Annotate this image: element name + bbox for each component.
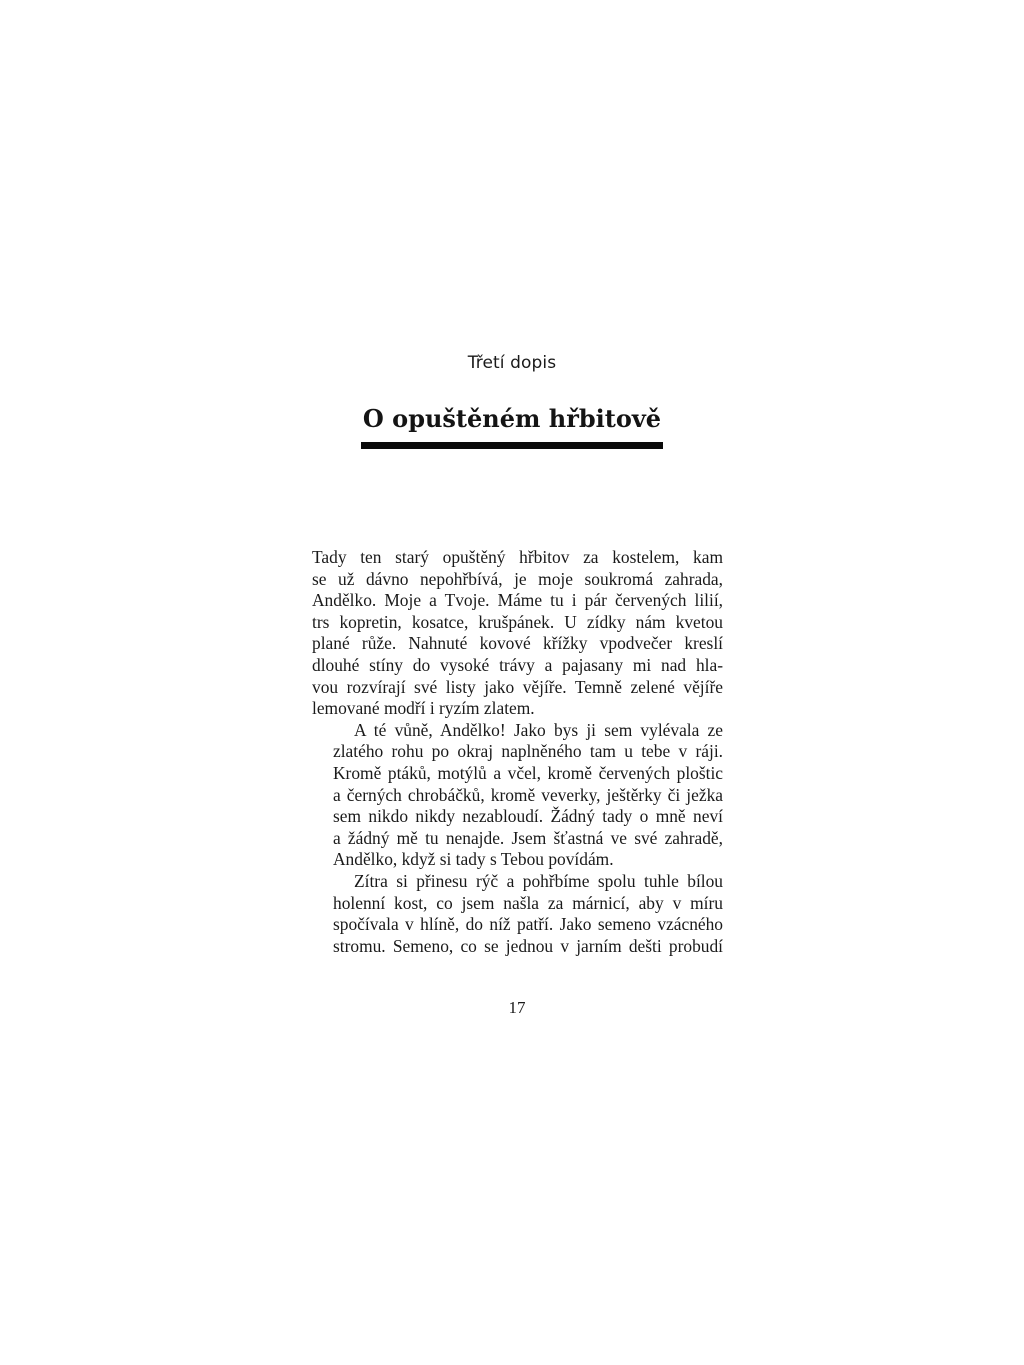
chapter-label: Třetí dopis xyxy=(467,353,557,373)
text-line: se už dávno nepohřbívá, je moje soukromá zahrada, xyxy=(312,568,723,589)
text-line: spočívala v hlíně, do níž patří. Jako semeno vzácného xyxy=(333,914,723,935)
chapter-title-wrap xyxy=(0,402,1024,449)
page-number: 17 xyxy=(508,998,526,1017)
text-line: Andělko, když si tady s Tebou povídám. xyxy=(333,849,614,870)
text-line: A té vůně, Andělko! Jako bys ji sem vylévala ze xyxy=(354,719,723,740)
paragraph-2 xyxy=(312,720,723,871)
text-line: Zítra si přinesu rýč a pohřbíme spolu tuhle bílou xyxy=(354,870,723,891)
text-line: Tady ten starý opuštěný hřbitov za kostelem, kam xyxy=(312,547,723,567)
paragraph-3 xyxy=(312,871,723,957)
text-line: trs kopretin, kosatce, krušpánek. U zídky nám kvetou xyxy=(312,611,723,632)
text-line: Kromě ptáků, motýlů a včel, kromě červených ploštic xyxy=(333,762,723,783)
body-text xyxy=(312,547,723,957)
text-line: Andělko. Moje a Tvoje. Máme tu i pár červených lilií, xyxy=(312,590,723,611)
paragraph-1 xyxy=(312,547,723,720)
text-line: stromu. Semeno, co se jednou v jarním dešti probudí xyxy=(333,935,723,956)
chapter-title: O opuštěném hřbitově xyxy=(361,402,663,449)
text-line: vou rozvírají své listy jako vějíře. Temně zelené vějíře xyxy=(312,676,723,697)
text-line: a černých chrobáčků, kromě veverky, ještěrky či ježka xyxy=(333,784,723,805)
text-line: holenní kost, co jsem našla za márnicí, aby v míru xyxy=(333,892,723,913)
text-line: lemované modří i ryzím zlatem. xyxy=(312,698,535,719)
text-line: plané růže. Nahnuté kovové křížky vpodvečer kreslí xyxy=(312,633,723,654)
text-line: a žádný mě tu nenajde. Jsem šťastná ve své zahradě, xyxy=(333,827,723,848)
text-line: sem nikdo nikdy nezabloudí. Žádný tady o mně neví xyxy=(333,806,723,827)
text-line: dlouhé stíny do vysoké trávy a pajasany mi nad hla- xyxy=(312,654,723,675)
text-line: zlatého rohu po okraj naplněného tam u tebe v ráji. xyxy=(333,741,723,762)
